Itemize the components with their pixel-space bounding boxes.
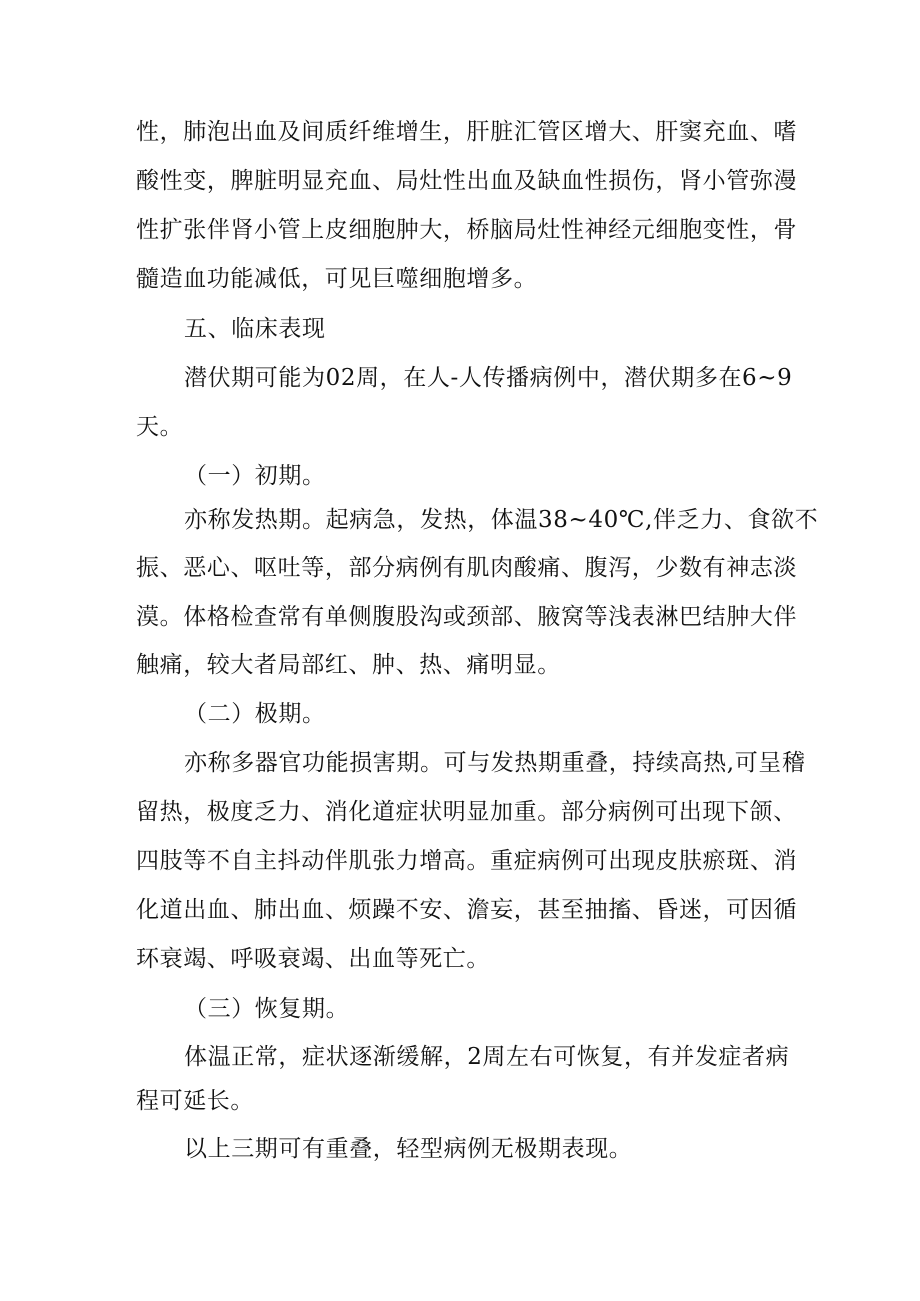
body-text-line: 化 道 出 血 、 肺 出 血 、 烦 躁 不 安 、 澹 妄 ， 甚 至 抽 搐 、 昏 迷 ， 可 因 循	[136, 897, 798, 923]
subsection-heading: （二）极期。	[184, 701, 326, 727]
body-text-line: 程可延长。	[136, 1088, 254, 1114]
body-text-line: 留热，极度乏力、消化道症状明显加重。部分病例可出现下颌、	[136, 799, 797, 825]
body-text-line: 性 扩 张 伴 肾 小 管 上 皮 细 胞 肿 大 ， 桥 脑 局 灶 性 神 经 元 细 胞 变 性 ， 骨	[136, 217, 798, 243]
subsection-heading: （一）初期。	[184, 463, 326, 489]
body-text-line: 体温正常，症状逐渐缓解，2周左右可恢复，有并发症者病	[184, 1044, 790, 1070]
body-text-line: 亦称多器官功能损害期。可与发热期重叠，持续高热,可呈稽	[184, 750, 806, 776]
body-text-line: 振 、 恶 心 、 呕 吐 等 ， 部 分 病 例 有 肌 肉 酸 痛 、 腹 泻 ， 少 数 有 神 志 淡	[136, 555, 798, 581]
body-text-line: 四 肢 等 不 自 主 抖 动 伴 肌 张 力 增 高 。 重 症 病 例 可 出 现 皮 肤 瘀 斑 、 消	[136, 848, 798, 874]
section-heading: 五、临床表现	[184, 316, 326, 342]
body-text-line: 环衰竭、呼吸衰竭、出血等死亡。	[136, 946, 490, 972]
body-text-line: 潜伏期可能为02周，在人-人传播病例中，潜伏期多在6~9	[184, 365, 793, 391]
body-text-line: 触痛，较大者局部红、肿、热、痛明显。	[136, 652, 561, 678]
body-text-line: 亦称发热期。起病急，发热，体温38~40℃,伴乏力、食欲不	[184, 507, 819, 533]
body-text-line: 酸 性 变 ， 脾 脏 明 显 充 血 、 局 灶 性 出 血 及 缺 血 性 损 伤 ， 肾 小 管 弥 漫	[136, 168, 798, 194]
body-text-line: 漠 。 体 格 检 查 常 有 单 侧 腹 股 沟 或 颈 部 、 腋 窝 等 浅 表 淋 巴 结 肿 大 伴	[136, 604, 798, 630]
body-text-line: 髓造血功能减低，可见巨噬细胞增多。	[136, 266, 538, 292]
body-text-line: 以上三期可有重叠，轻型病例无极期表现。	[184, 1136, 633, 1162]
body-text-line: 天。	[136, 414, 184, 440]
subsection-heading: （三）恢复期。	[184, 996, 350, 1022]
body-text-line: 性 ， 肺 泡 出 血 及 间 质 纤 维 增 生 ， 肝 脏 汇 管 区 增 大 、 肝 窦 充 血 、 嗜	[136, 119, 798, 145]
